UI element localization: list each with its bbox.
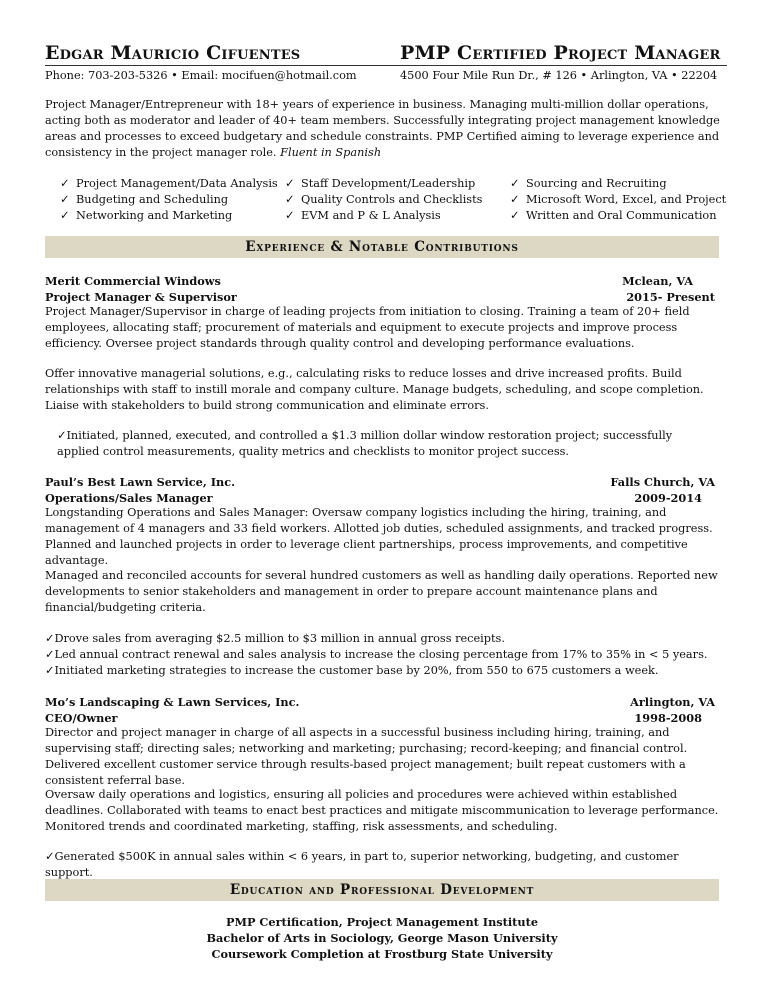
achievement-list <box>57 428 717 460</box>
achievement-item: ✓Generated $500K in annual sales within < 6 years, in part to, superior networking, budgeting, and customer support. <box>45 850 679 879</box>
skill-item: ✓ Budgeting and Scheduling <box>60 193 229 206</box>
job-role-row <box>45 710 715 726</box>
achievement-item: ✓Led annual contract renewal and sales analysis to increase the closing percentage from 17% to 35% in < 5 years. <box>45 648 708 661</box>
education-item: Coursework Completion at Frostburg State University <box>211 947 553 961</box>
check-icon: ✓ <box>285 193 295 206</box>
job-description: Managed and reconciled accounts for several hundred customers as well as handling daily operations. Reported new developments to senior stakeholders and management in order to prepare account maintenance plans and financial/budgeting criteria. <box>45 569 718 614</box>
address: 4500 Four Mile Run Dr., # 126 • Arlington, VA • 22204 <box>400 69 718 82</box>
achievement-list <box>45 631 725 679</box>
job-header <box>45 694 715 710</box>
email: Email: mocifuen@hotmail.com <box>181 69 357 82</box>
education-item: PMP Certification, Project Management Institute <box>225 915 539 929</box>
check-icon: ✓ <box>60 193 70 206</box>
phone: Phone: 703-203-5326 <box>45 69 168 82</box>
job-header <box>45 273 715 289</box>
job-description: Offer innovative managerial solutions, e.g., calculating risks to reduce losses and drive increased profits. Build relationships with staff to instill morale and company culture. Manage budgets, scheduling, and scope completion. Liaise with stakeholders to build strong communication and eliminate errors. <box>45 367 704 412</box>
dot-separator: • <box>167 69 182 82</box>
skill-item: ✓ Networking and Marketing <box>60 209 233 222</box>
education-item: Bachelor of Arts in Sociology, George Mason University <box>206 931 558 945</box>
company-name: Merit Commercial Windows <box>45 274 221 288</box>
skill-item: ✓ Written and Oral Communication <box>510 209 717 222</box>
check-icon: ✓ <box>45 850 55 863</box>
achievement-item: ✓Initiated, planned, executed, and controlled a $1.3 million dollar window restoration project; successfully applied control measurements, quality metrics and checklists to monitor project success. <box>57 429 673 458</box>
experience-heading: Experience & Notable Contributions <box>45 236 719 258</box>
job-location: Mclean, VA <box>622 274 693 288</box>
check-icon: ✓ <box>45 632 55 645</box>
job-dates: 2009-2014 <box>634 491 702 505</box>
achievement-list <box>45 849 725 881</box>
education-list <box>45 914 719 962</box>
skills-column-3 <box>510 176 726 224</box>
job-location: Arlington, VA <box>630 695 715 709</box>
header-divider <box>45 65 727 66</box>
skill-item: ✓ EVM and P & L Analysis <box>285 209 441 222</box>
skills-column-2 <box>285 176 482 224</box>
job-dates: 2015- Present <box>626 290 715 304</box>
company-name: Paul’s Best Lawn Service, Inc. <box>45 475 236 489</box>
job-description: Project Manager/Supervisor in charge of leading projects from initiation to closing. Training a team of 20+ field employees, allocating staff; procurement of materials and equipment to execute projects and improve process efficiency. Oversee project standards through quality control and developing performance evaluations. <box>45 305 690 350</box>
candidate-title: PMP Certified Project Manager <box>400 42 721 64</box>
job-description: Oversaw daily operations and logistics, ensuring all policies and procedures were achieved within established deadlines. Collaborated with teams to enact best practices and mitigate miscommunication to leverage performance. Monitored trends and coordinated marketing, staffing, risk assessments, and scheduling. <box>45 788 719 833</box>
summary-fluent: Fluent in Spanish <box>280 146 382 159</box>
skills-column-1 <box>60 176 278 224</box>
company-name: Mo’s Landscaping & Lawn Services, Inc. <box>45 695 300 709</box>
check-icon: ✓ <box>60 177 70 190</box>
job-role-row <box>45 490 715 506</box>
job-dates: 1998-2008 <box>634 711 702 725</box>
education-heading: Education and Professional Development <box>45 879 719 901</box>
job-header <box>45 474 715 490</box>
check-icon: ✓ <box>510 177 520 190</box>
job-role: Operations/Sales Manager <box>45 491 213 505</box>
achievement-item: ✓Initiated marketing strategies to increase the customer base by 20%, from 550 to 675 customers a week. <box>45 664 659 677</box>
check-icon: ✓ <box>285 209 295 222</box>
job-description: Director and project manager in charge of all aspects in a successful business including hiring, training, and supervising staff; directing sales; networking and marketing; purchasing; record-keeping; and financial control. Delivered excellent customer service through results-based project management; built repeat customers with a consistent referral base. <box>45 726 688 787</box>
job-location: Falls Church, VA <box>610 475 715 489</box>
check-icon: ✓ <box>510 209 520 222</box>
check-icon: ✓ <box>285 177 295 190</box>
skill-item: ✓ Sourcing and Recruiting <box>510 177 667 190</box>
skill-item: ✓ Project Management/Data Analysis <box>60 177 278 190</box>
check-icon: ✓ <box>45 648 55 661</box>
job-role: Project Manager & Supervisor <box>45 290 237 304</box>
achievement-item: ✓Drove sales from averaging $2.5 million to $3 million in annual gross receipts. <box>45 632 505 645</box>
candidate-name: Edgar Mauricio Cifuentes <box>45 42 301 64</box>
skill-item: ✓ Microsoft Word, Excel, and Project <box>510 193 727 206</box>
job-role-row <box>45 289 715 305</box>
skill-item: ✓ Staff Development/Leadership <box>285 177 476 190</box>
check-icon: ✓ <box>57 429 67 442</box>
check-icon: ✓ <box>45 664 55 677</box>
summary <box>45 97 735 161</box>
job-role: CEO/Owner <box>45 711 118 725</box>
check-icon: ✓ <box>60 209 70 222</box>
skill-item: ✓ Quality Controls and Checklists <box>285 193 483 206</box>
check-icon: ✓ <box>510 193 520 206</box>
summary-text: Project Manager/Entrepreneur with 18+ years of experience in business. Managing multi-million dollar operations, acting both as moderator and leader of 40+ team members. Successfully integrating project management knowledge areas and processes to exceed budgetary and schedule constraints. PMP Certified aiming to leverage experience and consistency in the project manager role. <box>45 98 720 159</box>
job-description: Longstanding Operations and Sales Manager: Oversaw company logistics including the hiring, training, and management of 4 managers and 33 field workers. Allotted job duties, scheduled assignments, and tracked progress. Planned and launched projects in order to leverage client partnerships, process improvements, and competitive advantage. <box>45 506 713 567</box>
contact-info <box>45 69 357 82</box>
